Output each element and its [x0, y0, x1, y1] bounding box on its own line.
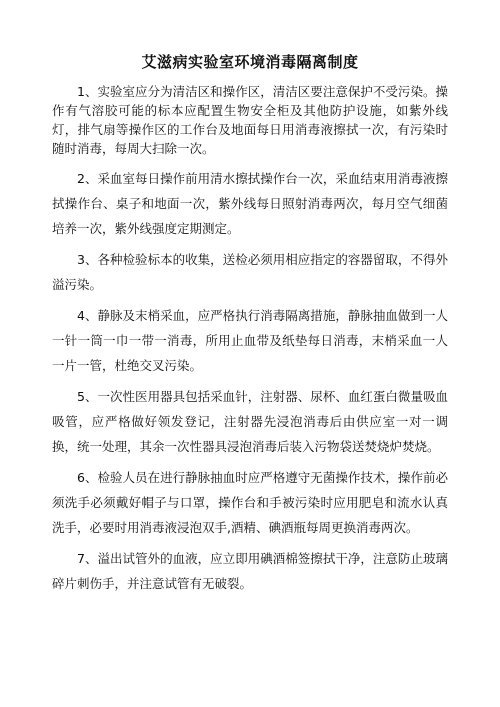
paragraph-6-text: 6、检验人员在进行静脉抽血时应严格遵守无菌操作技术，操作前必须洗手必须戴好帽子与口罩，操作台和手被污染时应用肥皂和流水认真洗手，必要时用消毒液浸泡双手,酒精、碘酒瓶每周更换消毒两次。: [52, 470, 448, 535]
paragraph-1: [52, 82, 448, 158]
paragraph-7-text: 7、溢出试管外的血液，应立即用碘酒棉签擦拭干净，注意防止玻璃碎片刺伤手，并注意试管有无破裂。: [52, 551, 448, 591]
document-title: 艾滋病实验室环境消毒隔离制度: [141, 53, 359, 71]
paragraph-4: [52, 303, 448, 378]
paragraph-3-text: 3、各种检验标本的收集，送检必须用相应指定的容器留取，不得外溢污染。: [52, 252, 448, 292]
paragraph-5: [52, 384, 448, 459]
paragraph-4-text: 4、静脉及末梢采血，应严格执行消毒隔离措施，静脉抽血做到一人一针一筒一巾一带一消毒，所用止血带及纸垫每日消毒，末梢采血一人一片一管，杜绝交叉污染。: [52, 308, 448, 373]
paragraph-1-text: 1、实验室应分为清洁区和操作区，清洁区要注意保护不受污染。操作有气溶胶可能的标本应配置生物安全柜及其他防护设施，如紫外线灯，排气扇等操作区的工作台及地面每日用消毒液擦拭一次，有污染时随时消毒，每周大扫除一次。: [52, 84, 448, 156]
paragraph-2-text: 2、采血室每日操作前用清水擦拭操作台一次，采血结束用消毒液擦拭操作台、桌子和地面一次，紫外线每日照射消毒两次，每月空气细菌培养一次，紫外线强度定期测定。: [52, 171, 448, 236]
paragraph-6: [52, 465, 448, 540]
paragraph-3: [52, 247, 448, 297]
paragraph-2: [52, 166, 448, 241]
paragraph-5-text: 5、一次性医用器具包括采血针，注射器、尿杯、血红蛋白微量吸血吸管，应严格做好领发登记，注射器先浸泡消毒后由供应室一对一调换，统一处理，其余一次性器具浸泡消毒后装入污物袋送焚烧炉焚烧。: [52, 389, 448, 454]
paragraph-7: [52, 546, 448, 596]
